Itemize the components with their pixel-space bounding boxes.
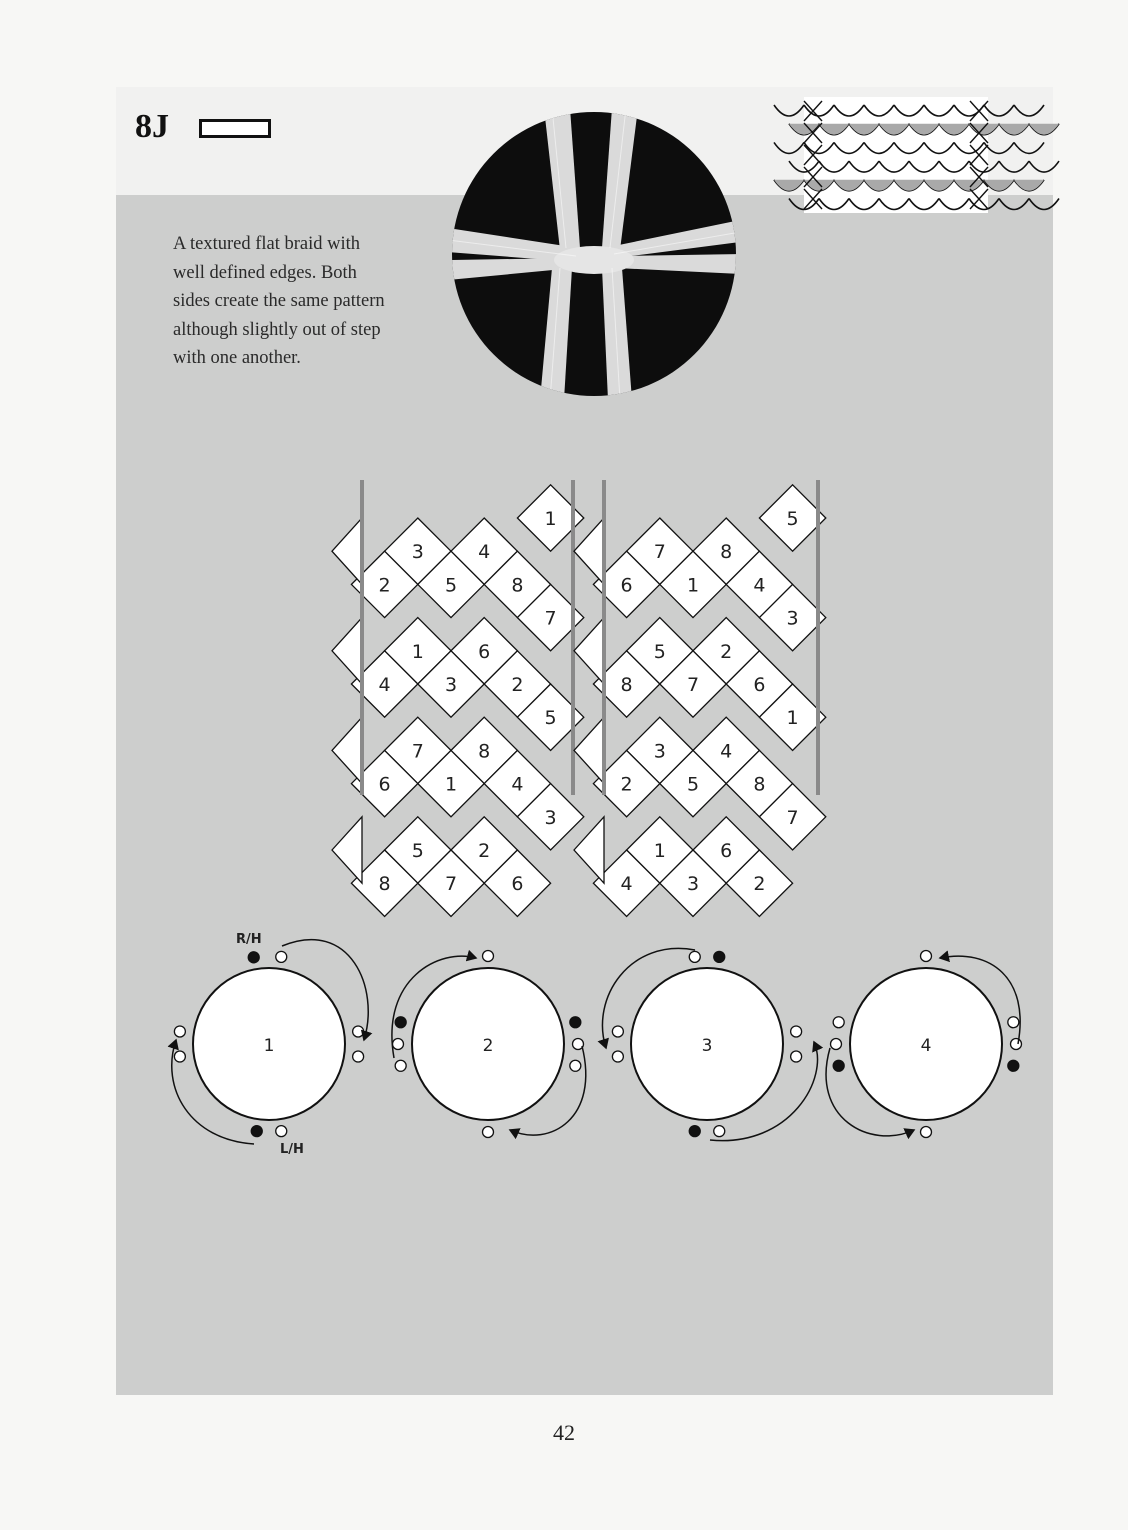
lattice-number: 4 [478,541,491,564]
description-line: although slightly out of step [173,319,381,340]
description-line: well defined edges. Both [173,262,357,283]
bobbin-slot [921,951,932,962]
bobbin-slot [276,951,287,962]
lattice-number: 6 [478,640,491,663]
bobbin-slot [353,1051,364,1062]
bobbin-slot [921,1127,932,1138]
lattice-number: 1 [686,574,700,597]
movement-sequence-diagram [150,918,1040,1168]
description-line: A textured flat braid with [173,234,361,254]
braid-sample-image [804,97,988,213]
lattice-number: 1 [653,840,666,862]
description-line: sides create the same pattern [173,291,385,311]
lattice-number: 5 [686,773,700,796]
lattice-number: 3 [786,607,799,630]
bobbin-slot [483,1127,494,1138]
lattice-number: 6 [753,674,766,696]
lattice-number: 2 [753,873,766,896]
bobbin-slot [174,1051,185,1062]
edge-triangle [574,717,604,783]
lattice-number: 8 [753,773,766,796]
lattice-number: 1 [411,640,424,663]
moving-bobbin [251,1126,262,1137]
edge-triangle [332,518,362,584]
bobbin-slot [714,1126,725,1137]
bobbin-slot [276,1126,287,1137]
bobbin-slot [174,1026,185,1037]
lattice-number: 4 [511,773,524,796]
bobbin-slot [612,1026,623,1037]
lattice-number: 4 [378,674,391,696]
moving-bobbin [570,1017,581,1028]
moving-bobbin [689,1126,700,1137]
moving-bobbin [714,951,725,962]
lattice-number: 6 [378,773,391,796]
lattice-number: 3 [686,873,700,896]
moving-bobbin [395,1017,406,1028]
lattice-number: 6 [511,873,524,896]
lattice-number: 2 [620,773,633,796]
braid-description [173,230,443,373]
lattice-number: 8 [511,574,524,597]
lattice-number: 6 [620,574,633,597]
lattice-number: 3 [444,674,458,696]
edge-triangle [332,618,362,684]
step-number: 3 [701,1036,713,1056]
bobbin-slot [395,1060,406,1071]
bobbin-slot [833,1017,844,1028]
right-hand-label: R/H [236,932,262,947]
edge-triangle [574,618,604,684]
braid-structure-diagram [320,470,860,896]
lattice-number: 8 [478,740,491,763]
lattice-number: 7 [544,607,557,630]
lattice-number: 4 [620,873,633,896]
lattice-number: 6 [720,840,733,862]
flat-rectangle-icon [199,119,271,138]
lattice-number: 2 [511,674,524,696]
bobbin-slot [831,1039,842,1050]
step-number: 4 [920,1036,932,1056]
disk-photo [448,108,740,398]
page-number: 42 [553,1420,575,1445]
bobbin-slot [791,1026,802,1037]
lattice-number: 5 [786,508,799,530]
bobbin-slot [1008,1017,1019,1028]
lattice-number: 7 [686,674,700,696]
lattice-number: 7 [411,740,424,763]
lattice-number: 7 [444,873,458,896]
step-number: 1 [263,1036,275,1056]
bobbin-slot [1011,1039,1022,1050]
bobbin-slot [791,1051,802,1062]
bobbin-slot [612,1051,623,1062]
step-diagram [612,951,801,1136]
lattice-number: 4 [753,574,766,597]
lattice-number: 2 [720,640,733,663]
lattice-number: 5 [411,840,424,862]
step-diagram [174,951,363,1136]
moving-bobbin [833,1060,844,1071]
moving-bobbin [248,952,259,963]
lattice-number: 5 [444,574,458,597]
bobbin-slot [689,951,700,962]
left-hand-label: L/H [280,1142,304,1157]
lattice-number: 3 [653,740,666,763]
bobbin-slot [483,951,494,962]
lattice-number: 8 [378,873,391,896]
lattice-number: 5 [544,707,557,730]
lattice-number: 8 [720,541,733,564]
description-line: with one another. [173,348,301,368]
lattice-number: 3 [411,541,424,564]
lattice-number: 8 [620,674,633,696]
step-number: 2 [482,1036,494,1056]
braid-code: 8J [135,108,169,145]
lattice-number: 4 [720,740,733,763]
lattice-number: 3 [544,806,557,829]
bobbin-slot [570,1060,581,1071]
lattice-number: 7 [653,541,666,564]
step-diagram [393,951,584,1138]
bobbin-slot [393,1039,404,1050]
moving-bobbin [1008,1060,1019,1071]
edge-triangle [332,717,362,783]
lattice-number: 2 [478,840,491,862]
lattice-number: 2 [378,574,391,597]
lattice-number: 1 [444,773,458,796]
lattice-number: 1 [786,707,799,730]
lattice-number: 7 [786,806,799,829]
sample-background [804,97,988,213]
bobbin-slot [353,1026,364,1037]
edge-triangle [574,518,604,584]
lattice-number: 1 [544,508,557,530]
lattice-number: 5 [653,640,666,663]
step-diagram [831,951,1022,1138]
